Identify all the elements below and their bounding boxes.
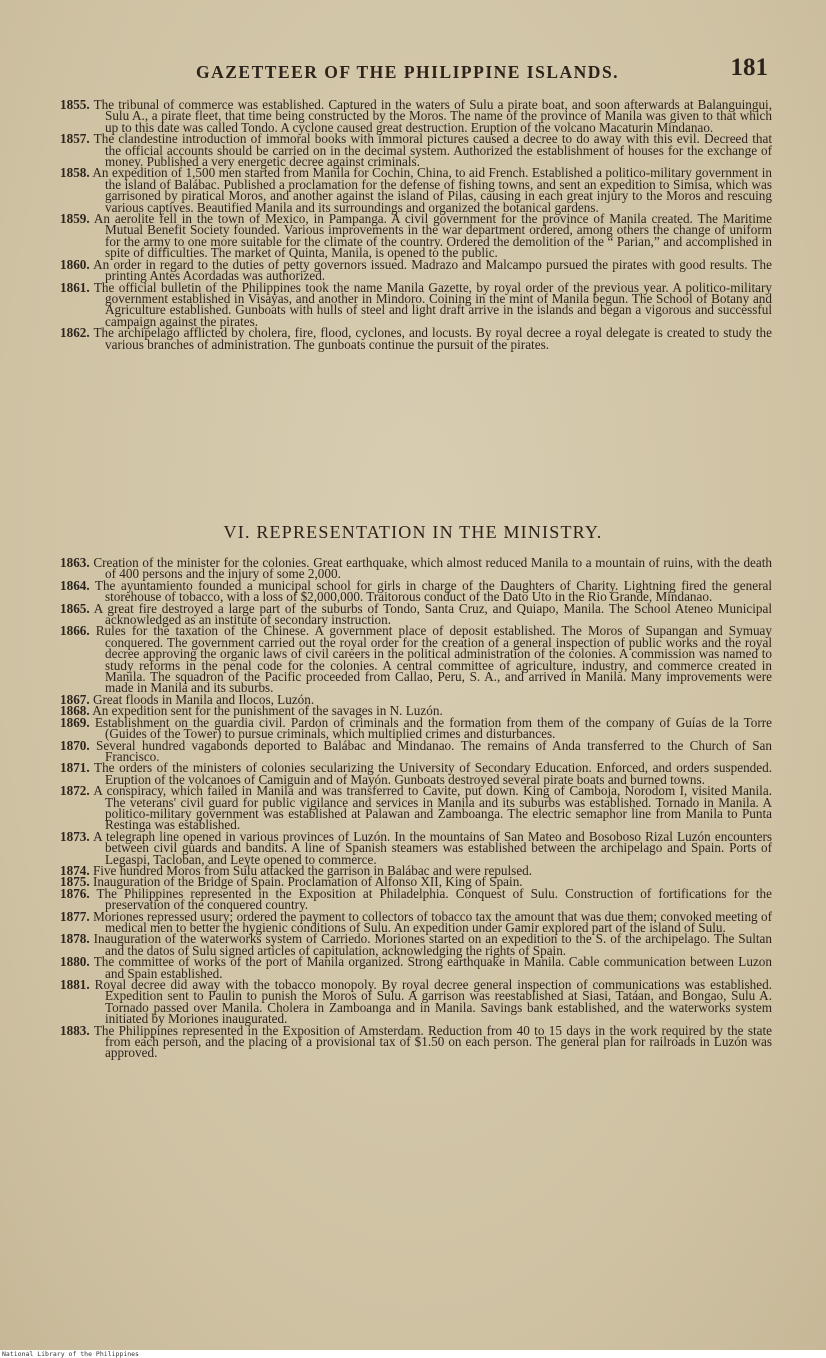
chronology-entry (60, 327, 772, 350)
entry-text: Rules for the taxation of the Chinese. A government place of deposit established. The Moros of Supangan and Symuay conquered. The government carried out the royal order for the creation of a general inspection of public works and the royal decree approving the organic laws of civil careers in the political administration of the colonies. A commission was named to study reforms in the penal code for the colonies. A central committee of agriculture, industry, and commerce created in Manila. The squadron of the Pacific proceeded from Callao, Peru, S. A., and arrived in Manila. Many improvements were made in Manila and its suburbs. (95, 623, 772, 696)
chronology-entry (60, 1022, 772, 1061)
page-number: 181 (730, 54, 768, 81)
entry-text: An expedition of 1,500 men started from Manila for Cochin, China, to aid French. Established a politico-military government in the island of Balábac. Published a proclamation for the defense of fishing towns, and sent an expedition to Simisa, which was garrisoned by piratical Moros, and another against the island of Pilas, causing in each great injury to the Moros and rescuing various captives. Beautified Manila and its surroundings and organized the botanical gardens. (92, 165, 773, 215)
entry-text: Royal decree did away with the tobacco monopoly. By royal decree general inspection of communications was established. Expedition sent to Paulin to punish the Moros of Sulu. A garrison was reestablished at Siasi, Tatáan, and Bongao, Sulu A. Tornado passed over Manila. Cholera in Zamboanga and in Manila. Savings bank established, and the waterworks system initiated by Moriones inaugurated. (94, 977, 773, 1027)
entry-year: 1859. (60, 211, 90, 227)
entry-year: 1867. (60, 691, 90, 707)
entry-year: 1883. (60, 1022, 90, 1038)
chronology-entry (60, 785, 772, 831)
entry-text: Several hundred vagabonds deported to Balábac and Mindanao. The remains of Anda transferred to the Church of San Francisco. (96, 737, 772, 764)
chronology-entries-bottom (60, 557, 772, 1059)
chronology-entry (60, 557, 772, 580)
chronology-entry (60, 979, 772, 1025)
entry-year: 1866. (60, 623, 90, 639)
entry-year: 1877. (60, 908, 90, 924)
chronology-entry (60, 600, 772, 628)
entry-text: An order in regard to the duties of petty governors issued. Madrazo and Malcampo pursued the pirates with good results. The printing Antes Acordadas was authorized. (93, 256, 772, 284)
entry-text: Great floods in Manila and Ilocos, Luzón. (92, 691, 315, 707)
entry-text: The clandestine introduction of immoral books with immoral pictures caused a decree to do away with this evil. Decreed that the official accounts should be carried on in the decimal system. Authorized the establishment of houses for the exchange of money. Published a very energetic decree against criminals. (93, 131, 773, 170)
entry-text: Inauguration of the Bridge of Spain. Proclamation of Alfonso XII, King of Spain. (92, 874, 523, 890)
entry-year: 1880. (60, 954, 90, 970)
entry-year: 1875. (60, 874, 90, 890)
entry-text: A conspiracy, which failed in Manila and was transferred to Cavite, put down. King of Camboja, Norodom I, visited Manila. The veterans' civil guard for public vigilance and services in Manila and its suburbs was established. Tornado in Manila. A politico-military government was established at Palawan and Zamboanga. The electric semaphor line from Manila to Punta Restinga was established. (93, 783, 772, 833)
chronology-entry (60, 885, 773, 913)
entry-text: Creation of the minister for the colonies. Great earthquake, which almost reduced Manila to a mountain of ruins, with the death of 400 persons and the injury of some 2,000. (93, 555, 773, 582)
chronology-entry (60, 131, 773, 170)
chronology-entry (60, 167, 772, 213)
entry-year: 1876. (60, 885, 90, 901)
entry-text: Establishment on the guardia civil. Pardon of criminals and the formation from them of the company of Guías de la Torre (Guides of the Tower) to pursue criminals, which multiplied crimes and disturbances. (94, 714, 772, 742)
entry-text: A telegraph line opened in various provinces of Luzón. In the mountains of San Mateo and Bosoboso Rizal Luzón encounters between civil guards and bandits. A line of Spanish steamers was established between the archipelago and Spain. Ports of Legaspi, Tacloban, and Leyte opened to commerce. (93, 828, 772, 867)
entry-year: 1864. (60, 577, 90, 593)
chronology-entries-top (60, 99, 772, 350)
entry-year: 1860. (60, 256, 90, 272)
chronology-entry (60, 737, 772, 764)
section-title: VI. REPRESENTATION IN THE MINISTRY. (223, 522, 603, 542)
entry-text: An aerolite fell in the town of Mexico, in Pampanga. A civil government for the province of Manila created. The Maritime Mutual Benefit Society founded. Various improvements in the war department ordered, among others the change of uniform for the army to one more suitable for the climate of the country. Ordered the demolition of the “ Parian,” and accomplished in spite of difficulties. The market of Quinta, Manila, is opened to the public. (93, 211, 772, 261)
entry-year: 1857. (60, 131, 90, 147)
entry-year: 1865. (60, 600, 90, 616)
page-header (60, 56, 770, 86)
running-head: GAZETTEER OF THE PHILIPPINE ISLANDS. (196, 62, 620, 82)
chronology-entry (60, 714, 772, 742)
entry-year: 1861. (60, 279, 90, 295)
entry-text: The official bulletin of the Philippines took the name Manila Gazette, by royal order of the previous year. A politico-military government established in Visayas, and another in Mindoro. Coining in the mint of Manila begun. The School of Botany and Agriculture established. Gunboats with hulls of steel and light draft arrive in the islands and began a vigorous and successful campaign against the pirates. (93, 279, 772, 329)
entry-year: 1872. (60, 783, 90, 799)
entry-year: 1873. (60, 828, 90, 844)
footer-credit: National Library of the Philippines (0, 1350, 826, 1358)
entry-year: 1868. (60, 703, 90, 719)
chronology-entry (60, 908, 773, 935)
entry-year: 1874. (60, 862, 90, 878)
chronology-entry (60, 256, 772, 284)
chronology-entry (60, 279, 772, 329)
chronology-entry (60, 933, 772, 956)
entry-text: Inauguration of the waterworks system of Carriedo. Moriones started on an expedition to the S. of the archipelago. The Sultan and the datos of Sulu signed articles of capitulation, acknowledging the rights of Spain. (93, 931, 773, 958)
entry-year: 1858. (60, 165, 90, 181)
entry-year: 1869. (60, 714, 90, 730)
entry-text: The Philippines represented in the Exposition at Philadelphia. Conquest of Sulu. Construction of fortifications for the preservation of the conquered country. (96, 885, 773, 913)
entry-year: 1878. (60, 931, 90, 947)
entry-text: An expedition sent for the punishment of the savages in N. Luzón. (92, 703, 443, 719)
entry-text: The orders of the ministers of colonies secularizing the University of Secondary Education. Enforced, and orders suspended. Eruption of the volcanoes of Camiguin and of Mayón. Gunboats destroyed several pirate boats and burned towns. (94, 760, 772, 787)
chronology-entry (60, 577, 772, 605)
entry-text: The tribunal of commerce was established. Captured in the waters of Sulu a pirate boat, and soon afterwards at Balanguingui, Sulu A., a pirate fleet, that time being constructed by the Moros. The name of the province of Manila was given to that which up to this date was called Tondo. A cyclone caused great destruction. Eruption of the volcano Macaturin Mindanao. (93, 97, 772, 135)
entry-text: The committee of works of the port of Manila organized. Strong earthquake in Manila. Cable communication between Luzon and Spain established. (93, 954, 772, 981)
entry-text: A great fire destroyed a large part of the suburbs of Tondo, Santa Cruz, and Quiapo, Manila. The School Ateneo Municipal acknowledged as an institute of secondary instruction. (93, 600, 772, 628)
entry-year: 1855. (60, 97, 90, 112)
chronology-entry (60, 956, 772, 979)
chronology-entry (60, 213, 772, 259)
chronology-entry (60, 828, 772, 867)
entry-year: 1863. (60, 555, 90, 570)
chronology-entry (60, 99, 772, 133)
entry-text: The Philippines represented in the Exposition of Amsterdam. Reduction from 40 to 15 days in the work required by the state from each person, and the placing of a provisional tax of $1.50 on each person. The general plan for railroads in Luzón was approved. (93, 1022, 772, 1061)
entry-text: The archipelago afflicted by cholera, fire, flood, cyclones, and locusts. By royal decree a royal delegate is created to study the various branches of administration. The gunboats continue the pursuit of the pirates. (93, 325, 773, 352)
entry-text: Moriones repressed usury; ordered the payment to collectors of tobacco tax the amount that was due them; convoked meeting of medical men to better the hygienic conditions of Sulu. An expedition under Gamir explored part of the island of Sulu. (93, 908, 773, 935)
entry-text: The ayuntamiento founded a municipal school for girls in charge of the Daughters of Charity. Lightning fired the general storehouse of tobacco, with a loss of $2,000,000. Traitorous conduct of the Dato Uto in the Rio Grande, Mindanao. (94, 577, 772, 605)
entry-year: 1870. (60, 737, 90, 753)
chronology-entry (60, 623, 772, 696)
entry-year: 1862. (60, 325, 90, 341)
entry-year: 1881. (60, 977, 90, 993)
chronology-entry (60, 762, 772, 785)
entry-text: Five hundred Moros from Sulu attacked the garrison in Balábac and were repulsed. (92, 862, 533, 878)
entry-year: 1871. (60, 760, 90, 776)
